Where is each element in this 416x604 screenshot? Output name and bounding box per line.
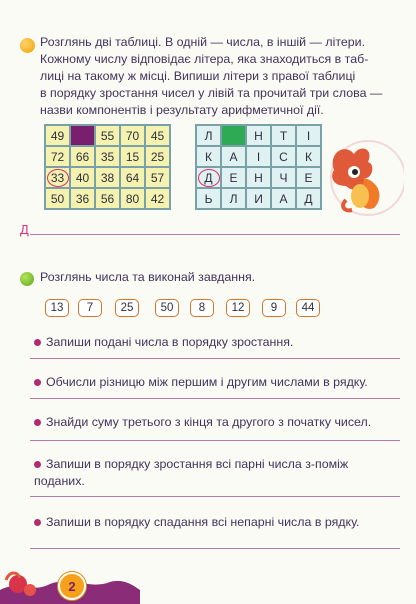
answer-line [30, 440, 400, 441]
task-text-line: поданих. [34, 474, 85, 488]
number-box: 25 [115, 299, 139, 317]
instruction-line: лиці на такому ж місці. Випиши літери з правої таблиці [40, 69, 356, 83]
table-cell: Т [271, 125, 296, 146]
page-number-text: 2 [68, 578, 76, 594]
table-cell: 49 [45, 125, 70, 146]
table-cell: Н [246, 167, 271, 188]
table-cell: 80 [120, 188, 145, 209]
task-text [46, 334, 293, 351]
table-cell: 38 [95, 167, 120, 188]
section1-instruction [40, 34, 402, 119]
table-cell: 33 [45, 167, 70, 188]
table-cell: Ь [196, 188, 221, 209]
number-table [44, 124, 171, 210]
table-cell: Д [196, 167, 221, 188]
number-box: 12 [226, 299, 250, 317]
answer-line [30, 548, 400, 549]
table-cell: 70 [120, 125, 145, 146]
task-text [46, 514, 360, 531]
table-cell: А [271, 188, 296, 209]
task-bullet-icon [34, 379, 41, 386]
instruction-line: назви компонентів і результату арифметичної дії. [40, 103, 324, 117]
number-box: 8 [190, 299, 214, 317]
answer-line [30, 496, 400, 497]
task-text-line: Знайди суму третього з кінця та другого з початку чисел. [46, 415, 372, 429]
table-cell: 35 [95, 146, 120, 167]
task-text-line: Обчисли різницю між першим і другим числами в рядку. [46, 375, 368, 389]
table-cell: І [296, 125, 321, 146]
answer-line [30, 358, 400, 359]
number-box: 50 [155, 299, 179, 317]
section2-title: Розглянь числа та виконай завдання. [40, 270, 256, 284]
task-bullet-icon [34, 519, 41, 526]
number-box: 13 [45, 299, 69, 317]
table-cell: А [221, 146, 246, 167]
table-cell: 36 [70, 188, 95, 209]
table-cell: 55 [95, 125, 120, 146]
answer-line [30, 234, 400, 235]
task-text-line: Запиши подані числа в порядку зростання. [46, 335, 294, 349]
instruction-line: в порядку зростання чисел у лівій та прочитай три слова — [40, 86, 383, 100]
number-box: 9 [262, 299, 286, 317]
table-cell: Л [221, 188, 246, 209]
task-text [46, 414, 371, 431]
table-cell: Л [196, 125, 221, 146]
table-cell: Ч [271, 167, 296, 188]
task-bullet-icon [34, 339, 41, 346]
table-cell: 50 [45, 188, 70, 209]
table-cell: І [246, 146, 271, 167]
filled-cell [70, 125, 95, 146]
page-number [58, 572, 86, 600]
number-box: 44 [296, 299, 320, 317]
squirrel-illustration [324, 134, 404, 216]
task-text [34, 456, 349, 490]
table-cell: 64 [120, 167, 145, 188]
instruction-line: Розглянь дві таблиці. В одній — числа, в іншій — літери. [40, 35, 366, 49]
task-bullet-icon [34, 419, 41, 426]
answer-start-letter: Д [20, 222, 29, 237]
letter-table [195, 124, 322, 210]
table-cell: 25 [145, 146, 170, 167]
answer-line [30, 398, 400, 399]
green-bullet-icon [20, 272, 34, 286]
filled-cell [221, 125, 246, 146]
table-cell: 57 [145, 167, 170, 188]
table-cell: 66 [70, 146, 95, 167]
table-cell: К [196, 146, 221, 167]
table-cell: 45 [145, 125, 170, 146]
orange-bullet-icon [20, 38, 35, 53]
task-text [46, 374, 368, 391]
table-cell: Е [221, 167, 246, 188]
table-cell: 56 [95, 188, 120, 209]
table-cell: И [246, 188, 271, 209]
table-cell: 40 [70, 167, 95, 188]
table-cell: Е [296, 167, 321, 188]
table-cell: Д [296, 188, 321, 209]
table-cell: Н [246, 125, 271, 146]
task-text-line: Запиши в порядку зростання всі парні числа з-поміж [46, 457, 349, 471]
table-cell: 42 [145, 188, 170, 209]
number-box: 7 [78, 299, 102, 317]
task-text-line: Запиши в порядку спадання всі непарні числа в рядку. [46, 515, 360, 529]
table-cell: 72 [45, 146, 70, 167]
task-bullet-icon [34, 461, 41, 468]
instruction-line: Кожному числу відповідає літера, яка знаходиться в таб- [40, 52, 369, 66]
table-cell: К [296, 146, 321, 167]
table-cell: С [271, 146, 296, 167]
table-cell: 15 [120, 146, 145, 167]
